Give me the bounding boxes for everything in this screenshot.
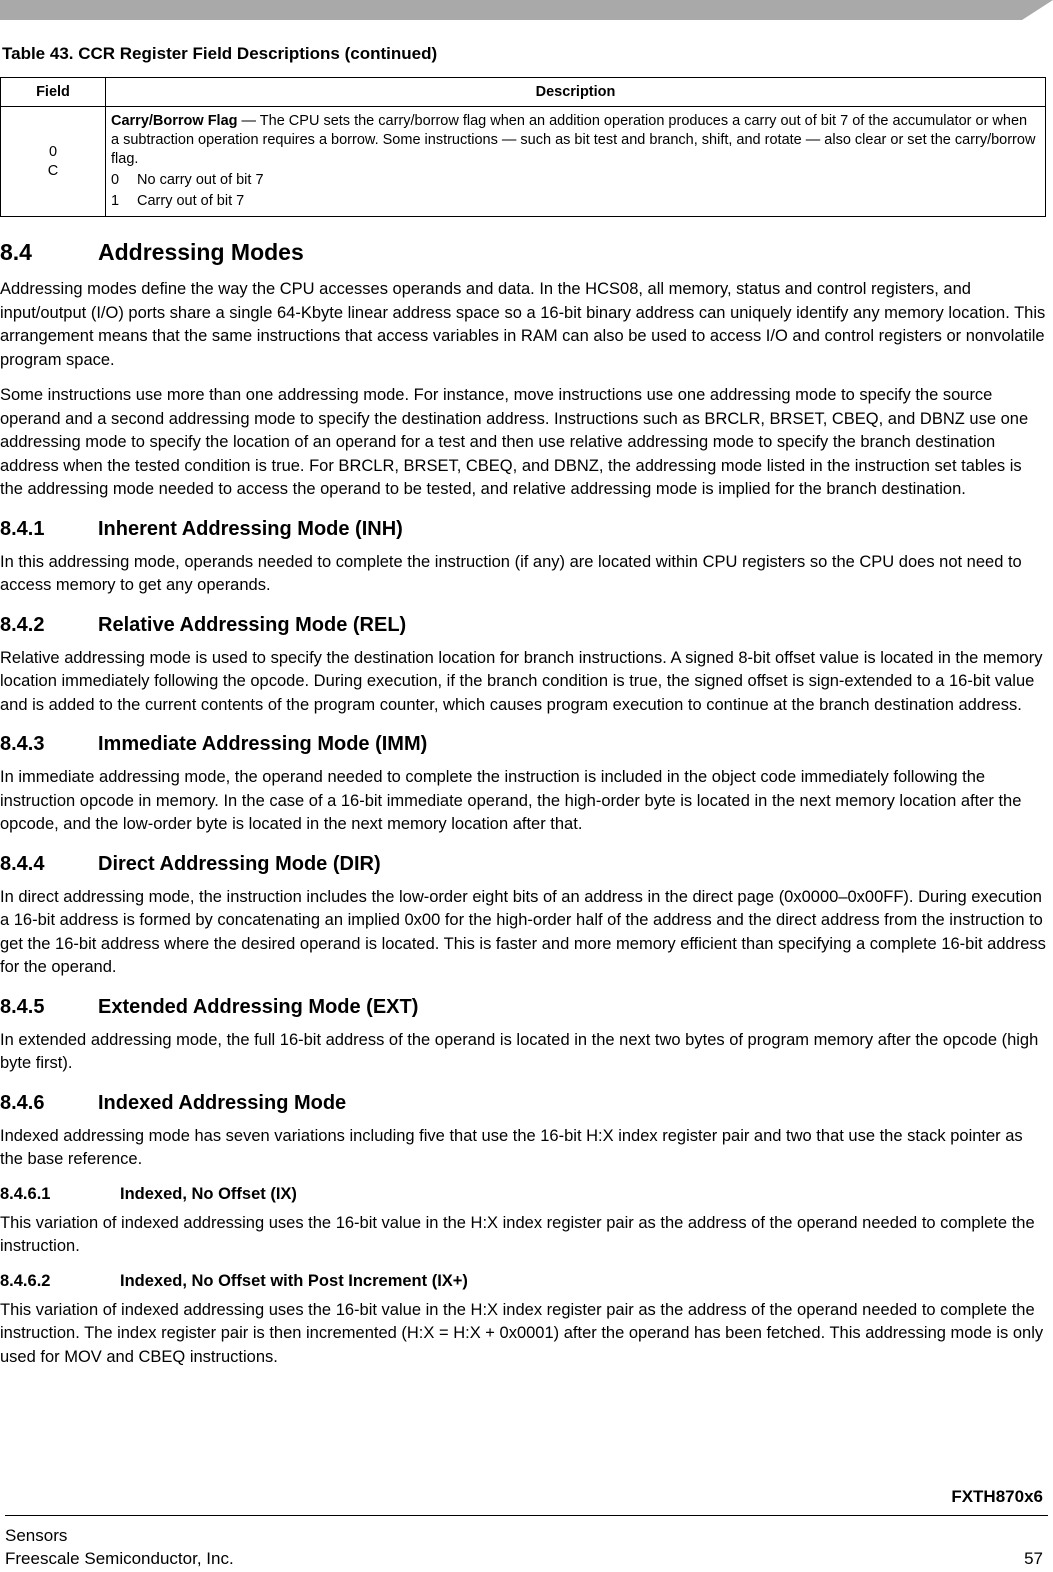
- section-heading-8-4-6-1: [0, 1185, 1046, 1204]
- value-text: No carry out of bit 7: [137, 172, 264, 188]
- value-number: 1: [111, 193, 120, 209]
- flag-description: — The CPU sets the carry/borrow flag when an addition operation produces a carry out of bit 7 of the accumulator or when a subtraction operation requires a borrow. Some instructions — such as bit test and branch, shift, and rotate — also clear or set the carry/borrow flag.: [111, 113, 1036, 167]
- footer-document-id: FXTH870x6: [951, 1487, 1043, 1506]
- value-row: [111, 192, 1039, 211]
- paragraph: In this addressing mode, operands needed to complete the instruction (if any) are located within CPU registers so the CPU does not need to access memory to get any operands.: [0, 552, 1022, 594]
- paragraph: In immediate addressing mode, the operand needed to complete the instruction is included in the object code immediately following the instruction opcode in memory. In the case of a 16-bit immediate operand, the high-order byte is located in the next memory location after the opcode, and the low-order byte is located in the next memory location after that.: [0, 768, 1022, 833]
- value-text: Carry out of bit 7: [137, 193, 245, 209]
- footer-divider: [5, 1515, 1048, 1516]
- field-bit: 0: [48, 143, 58, 160]
- footer-category: Sensors: [5, 1526, 68, 1545]
- section-title: Inherent Addressing Mode (INH): [98, 517, 403, 540]
- paragraph: Some instructions use more than one addressing mode. For instance, move instructions use one addressing mode to specify the source operand and a second addressing mode to specify the destination address. Instructions such as BRCLR, BRSET, CBEQ, and DBNZ use one addressing mode to specify the location of an operand for a test and then use relative addressing mode to specify the branch destination address when the tested condition is true. For BRCLR, BRSET, CBEQ, and DBNZ, the addressing mode listed in the instruction set tables is the addressing mode needed to access the operand to be tested, and relative addressing mode is implied for the branch destination.: [0, 386, 1029, 498]
- section-heading-8-4: [0, 239, 1046, 266]
- section-title: Immediate Addressing Mode (IMM): [98, 733, 428, 755]
- section-heading-8-4-6: [0, 1092, 1046, 1115]
- paragraph: Indexed addressing mode has seven variations including five that use the 16-bit H:X index register pair and two that use the stack pointer as the base reference.: [0, 1126, 1023, 1168]
- section-number: 8.4.6: [0, 1091, 45, 1114]
- section-number: 8.4: [0, 239, 32, 265]
- section-number: 8.4.6.2: [0, 1271, 51, 1290]
- paragraph: Addressing modes define the way the CPU accesses operands and data. In the HCS08, all memory, status and control registers, and input/output (I/O) ports share a single 64-Kbyte linear address space so a 16-bit binary address can uniquely identify any memory location. This arrangement means that the same instructions that access variables in RAM can also be used to access I/O and control registers or nonvolatile program space.: [0, 280, 1046, 369]
- field-cell: [1, 107, 106, 217]
- section-number: 8.4.3: [0, 733, 45, 755]
- value-number: 0: [111, 172, 120, 188]
- table-caption: Table 43. CCR Register Field Descriptions (continued): [2, 44, 438, 63]
- paragraph: In extended addressing mode, the full 16-bit address of the operand is located in the next two bytes of program memory after the opcode (high byte first).: [0, 1030, 1039, 1072]
- section-number: 8.4.4: [0, 852, 45, 875]
- section-heading-8-4-4: [0, 853, 1046, 876]
- section-number: 8.4.2: [0, 613, 45, 636]
- footer-company: Freescale Semiconductor, Inc.: [5, 1549, 234, 1568]
- paragraph: Relative addressing mode is used to specify the destination location for branch instructions. A signed 8-bit offset value is located in the memory location immediately following the opcode. During execution, if the branch condition is true, the signed offset is sign-extended to a 16-bit value and is added to the current contents of the program counter, which causes program execution to continue at the branch destination address.: [0, 648, 1043, 714]
- section-title: Indexed, No Offset (IX): [120, 1184, 297, 1203]
- paragraph: This variation of indexed addressing uses the 16-bit value in the H:X index register pair as the address of the operand needed to complete the instruction. The index register pair is then incremented (H:X = H:X + 0x0001) after the operand has been fetched. This addressing mode is only used for MOV and CBEQ instructions.: [0, 1300, 1044, 1366]
- page-content: [0, 44, 1046, 1381]
- col-header-field: Field: [1, 78, 106, 107]
- section-heading-8-4-5: [0, 996, 1046, 1019]
- section-number: 8.4.1: [0, 517, 45, 540]
- section-heading-8-4-3: [0, 733, 1046, 756]
- paragraph: In direct addressing mode, the instruction includes the low-order eight bits of an address in the direct page (0x0000–0x00FF). During execution a 16-bit address is formed by concatenating an implied 0x00 for the high-order half of the address and the direct address from the instruction to get the 16-bit address where the desired operand is located. This is faster and more memory efficient than specifying a complete 16-bit address for the operand.: [0, 887, 1046, 976]
- section-title: Extended Addressing Mode (EXT): [98, 995, 419, 1018]
- section-heading-8-4-6-2: [0, 1272, 1046, 1291]
- table-row: [1, 107, 1046, 217]
- section-title: Relative Addressing Mode (REL): [98, 613, 407, 636]
- section-heading-8-4-1: [0, 518, 1046, 541]
- description-text: [111, 112, 1039, 169]
- header-band: [0, 0, 1053, 20]
- field-name: C: [47, 162, 59, 179]
- col-header-description: Description: [106, 78, 1046, 107]
- section-title: Addressing Modes: [98, 239, 304, 265]
- table-header-row: [1, 78, 1046, 107]
- section-title: Indexed Addressing Mode: [98, 1091, 347, 1114]
- flag-name: Carry/Borrow Flag: [111, 113, 238, 129]
- section-number: 8.4.6.1: [0, 1184, 51, 1203]
- section-title: Direct Addressing Mode (DIR): [98, 852, 381, 875]
- paragraph: This variation of indexed addressing uses the 16-bit value in the H:X index register pair as the address of the operand needed to complete the instruction.: [0, 1213, 1035, 1255]
- section-number: 8.4.5: [0, 995, 45, 1018]
- ccr-field-table: [0, 77, 1046, 217]
- page-number: 57: [1024, 1549, 1043, 1568]
- value-row: [111, 171, 1039, 190]
- description-cell: [106, 107, 1046, 217]
- section-title: Indexed, No Offset with Post Increment (IX+): [120, 1271, 468, 1290]
- section-heading-8-4-2: [0, 614, 1046, 637]
